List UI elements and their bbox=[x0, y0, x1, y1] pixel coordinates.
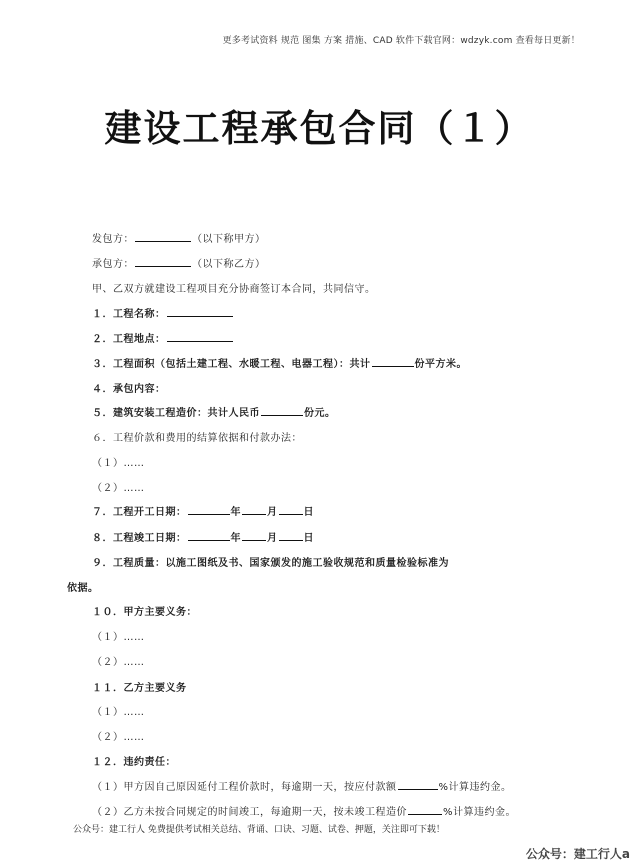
project-location-blank bbox=[167, 332, 233, 342]
employer-note: （以下称甲方） bbox=[192, 234, 266, 245]
project-name-blank bbox=[167, 307, 233, 317]
start-year-blank bbox=[188, 505, 230, 515]
page-title: 建设工程承包合同（１） bbox=[104, 106, 534, 150]
clause-12-item-1 bbox=[92, 778, 512, 793]
clause-3-text-a: ３．工程面积（包括土建工程、水暖工程、电器工程）：共计 bbox=[92, 359, 371, 370]
clause-8 bbox=[92, 529, 314, 544]
clause-10-item-2: （２）…… bbox=[92, 657, 145, 668]
clause-5-text-b: 份元。 bbox=[304, 408, 336, 419]
clause-3 bbox=[92, 355, 467, 370]
clause-2-text: ２．工程地点： bbox=[92, 334, 166, 345]
footer-note: 公众号：建工行人 免费提供考试相关总结、背诵、口诀、习题、试卷、押题，关注即可下载！ bbox=[73, 825, 445, 835]
cost-blank bbox=[261, 406, 303, 416]
clause-6-item-1: （１）…… bbox=[92, 458, 145, 469]
site-notice-header: 更多考试资料 规范 图集 方案 措施、CAD 软件下载官网：wdzyk.com 查看每日更新！ bbox=[222, 36, 580, 46]
employer-blank bbox=[135, 232, 191, 242]
year-label: 年 bbox=[230, 533, 241, 544]
clause-10: １０．甲方主要义务： bbox=[92, 607, 197, 618]
clause-7-text: ７．工程开工日期： bbox=[92, 507, 187, 518]
employer-line bbox=[92, 230, 266, 245]
clause-9-continuation: 依据。 bbox=[67, 583, 99, 594]
end-month-blank bbox=[242, 531, 266, 541]
clause-4: ４．承包内容： bbox=[92, 384, 166, 395]
late-completion-rate-blank bbox=[408, 805, 442, 815]
clause-6: ６．工程价款和费用的结算依据和付款办法： bbox=[92, 433, 302, 444]
clause-2 bbox=[92, 330, 234, 345]
month-label: 月 bbox=[267, 507, 278, 518]
clause-11-item-1: （１）…… bbox=[92, 707, 145, 718]
intro-line: 甲、乙双方就建设工程项目充分协商签订本合同，共同信守。 bbox=[92, 284, 376, 295]
month-label: 月 bbox=[267, 533, 278, 544]
clause-10-item-1: （１）…… bbox=[92, 632, 145, 643]
start-month-blank bbox=[242, 505, 266, 515]
end-year-blank bbox=[188, 531, 230, 541]
contractor-label: 承包方： bbox=[92, 259, 134, 270]
contractor-blank bbox=[135, 257, 191, 267]
day-label: 日 bbox=[303, 507, 314, 518]
clause-7 bbox=[92, 503, 314, 518]
start-day-blank bbox=[279, 505, 303, 515]
clause-12-item-2-text-b: %计算违约金。 bbox=[443, 807, 517, 818]
day-label: 日 bbox=[303, 533, 314, 544]
end-day-blank bbox=[279, 531, 303, 541]
clause-12-item-2 bbox=[92, 803, 516, 818]
clause-3-text-b: 份平方米。 bbox=[414, 359, 467, 370]
clause-12-item-2-text-a: （２）乙方未按合同规定的时间竣工，每逾期一天，按未竣工程造价 bbox=[92, 807, 407, 818]
clause-12-item-1-text-b: %计算违约金。 bbox=[438, 782, 512, 793]
contractor-line bbox=[92, 255, 266, 270]
area-blank bbox=[372, 357, 414, 367]
clause-12: １２．违约责任： bbox=[92, 757, 176, 768]
clause-11: １１．乙方主要义务 bbox=[92, 683, 187, 694]
clause-1-text: １．工程名称： bbox=[92, 309, 166, 320]
clause-9: ９．工程质量：以施工图纸及书、国家颁发的施工验收规范和质量检验标准为 bbox=[92, 558, 449, 569]
year-label: 年 bbox=[230, 507, 241, 518]
clause-5 bbox=[92, 404, 336, 419]
clause-8-text: ８．工程竣工日期： bbox=[92, 533, 187, 544]
late-payment-rate-blank bbox=[398, 780, 438, 790]
clause-12-item-1-text-a: （１）甲方因自己原因延付工程价款时，每逾期一天，按应付款额 bbox=[92, 782, 397, 793]
clause-11-item-2: （２）…… bbox=[92, 732, 145, 743]
watermark: 公众号：建工行人a bbox=[525, 847, 630, 861]
employer-label: 发包方： bbox=[92, 234, 134, 245]
clause-6-item-2: （２）…… bbox=[92, 483, 145, 494]
clause-1 bbox=[92, 305, 234, 320]
contractor-note: （以下称乙方） bbox=[192, 259, 266, 270]
clause-5-text-a: ５．建筑安装工程造价：共计人民币 bbox=[92, 408, 260, 419]
